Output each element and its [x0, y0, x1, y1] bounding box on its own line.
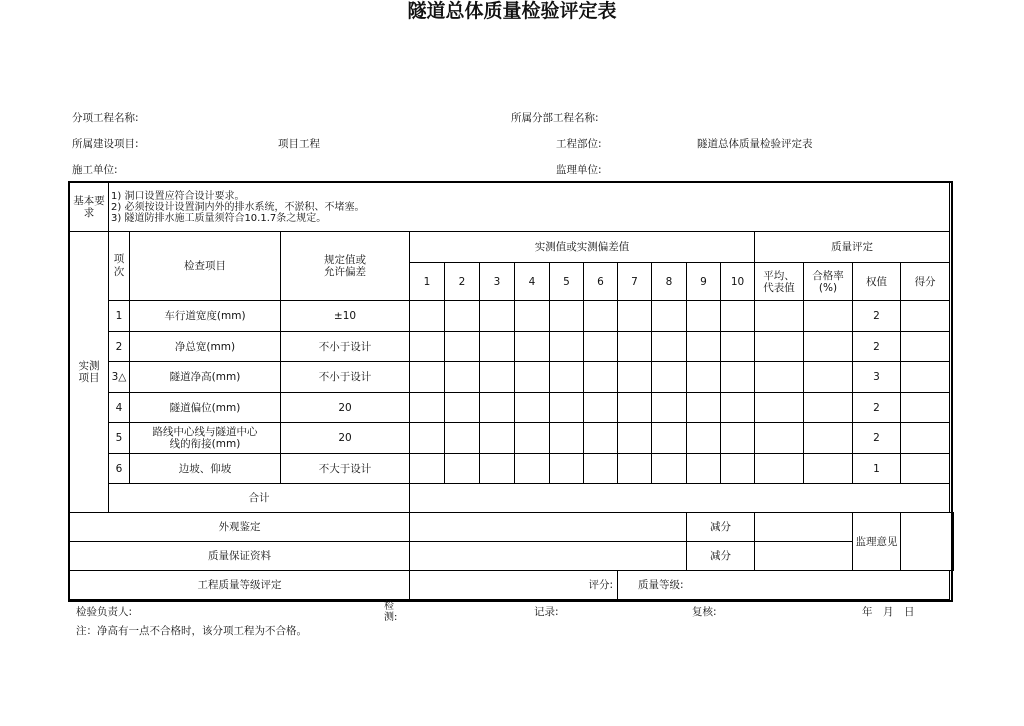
- col-weight: 权值: [853, 263, 901, 301]
- quality-docs-value: [410, 542, 687, 571]
- row-spec: 不小于设计: [281, 332, 410, 362]
- row-spec: 不大于设计: [281, 454, 410, 484]
- table-row: [70, 362, 954, 393]
- measure-num: 3: [480, 263, 515, 301]
- measure-num: 9: [687, 263, 721, 301]
- col-spec: 规定值或允许偏差: [281, 232, 410, 301]
- quality-docs-deduct-label: 减分: [687, 542, 755, 571]
- row-spec: ±10: [281, 301, 410, 332]
- row-spec: 20: [281, 393, 410, 423]
- parent-project-name-label: 所属分部工程名称:: [511, 112, 599, 124]
- col-avg: 平均、代表值: [755, 263, 804, 301]
- row-weight: 2: [853, 301, 901, 332]
- appearance-deduct-label: 减分: [687, 513, 755, 542]
- table-row: [70, 393, 954, 423]
- row-spec: 20: [281, 423, 410, 454]
- row-item: 车行道宽度(mm): [130, 301, 281, 332]
- inspector-lead-label: 检验负责人:: [76, 606, 133, 618]
- measure-num: 5: [550, 263, 584, 301]
- row-no: 6: [109, 454, 130, 484]
- quality-docs-label: 质量保证资料: [70, 542, 410, 571]
- appearance-label: 外观鉴定: [70, 513, 410, 542]
- total-label: 合计: [109, 484, 410, 513]
- work-location-label: 工程部位:: [556, 138, 602, 150]
- row-item: 路线中心线与隧道中心线的衔接(mm): [130, 423, 281, 454]
- measure-num: 7: [618, 263, 652, 301]
- supervision-opinion-value: [901, 513, 954, 571]
- work-location-value: 隧道总体质量检验评定表: [697, 138, 813, 150]
- row-item: 隧道净高(mm): [130, 362, 281, 393]
- row-weight: 2: [853, 332, 901, 362]
- basic-req-line: 2) 必须按设计设置洞内外的排水系统，不淤积、不堵塞。: [111, 201, 365, 213]
- col-quality: 质量评定: [755, 232, 950, 263]
- date-label: 年 月 日: [862, 606, 915, 618]
- appearance-deduct-value: [755, 513, 853, 542]
- supervision-opinion-label: 监理意见: [853, 513, 901, 571]
- appearance-value: [410, 513, 687, 542]
- col-measured: 实测值或实测偏差值: [410, 232, 755, 263]
- col-item-no: 项次: [109, 232, 130, 301]
- table-row: [70, 454, 954, 484]
- row-weight: 3: [853, 362, 901, 393]
- row-weight: 2: [853, 393, 901, 423]
- tester-label: 检测:: [384, 601, 398, 623]
- row-no: 3△: [109, 362, 130, 393]
- grade-eval-label: 工程质量等级评定: [70, 571, 410, 600]
- reviewer-label: 复核:: [692, 606, 717, 618]
- supervisor-label: 监理单位:: [556, 164, 602, 176]
- basic-req-label: 基本要求: [70, 183, 109, 232]
- footnote: 注：净高有一点不合格时，该分项工程为不合格。: [76, 625, 307, 637]
- measure-num: 4: [515, 263, 550, 301]
- table-row: [70, 301, 954, 332]
- measure-num: 6: [584, 263, 618, 301]
- row-spec: 不小于设计: [281, 362, 410, 393]
- basic-req-line: 3) 隧道防排水施工质量须符合10.1.7条之规定。: [111, 212, 327, 224]
- sub-item-name-label: 分项工程名称:: [72, 112, 139, 124]
- row-no: 1: [109, 301, 130, 332]
- col-pass-rate: 合格率(%): [804, 263, 853, 301]
- table-row: [70, 423, 954, 454]
- measure-num: 2: [445, 263, 480, 301]
- row-item: 隧道偏位(mm): [130, 393, 281, 423]
- measure-num: 10: [721, 263, 755, 301]
- col-check-item: 检查项目: [130, 232, 281, 301]
- measure-num: 8: [652, 263, 687, 301]
- row-item: 净总宽(mm): [130, 332, 281, 362]
- row-no: 4: [109, 393, 130, 423]
- col-score: 得分: [901, 263, 950, 301]
- table-row: [70, 332, 954, 362]
- quality-grade-label: 质量等级:: [618, 571, 950, 600]
- row-no: 2: [109, 332, 130, 362]
- measured-items-label: 实测项目: [70, 232, 109, 513]
- score-label: 评分:: [410, 571, 618, 600]
- inspection-table: [69, 182, 954, 600]
- measure-num: 1: [410, 263, 445, 301]
- basic-req-text: [109, 183, 950, 232]
- row-no: 5: [109, 423, 130, 454]
- row-item: 边坡、仰坡: [130, 454, 281, 484]
- recorder-label: 记录:: [534, 606, 559, 618]
- page-title: 隧道总体质量检验评定表: [407, 0, 617, 22]
- row-weight: 1: [853, 454, 901, 484]
- quality-docs-deduct-value: [755, 542, 853, 571]
- construction-project-label: 所属建设项目:: [72, 138, 139, 150]
- basic-req-line: 1) 洞口设置应符合设计要求。: [111, 190, 245, 202]
- row-weight: 2: [853, 423, 901, 454]
- contractor-label: 施工单位:: [72, 164, 118, 176]
- construction-project-value: 项目工程: [278, 138, 320, 150]
- total-value: [410, 484, 950, 513]
